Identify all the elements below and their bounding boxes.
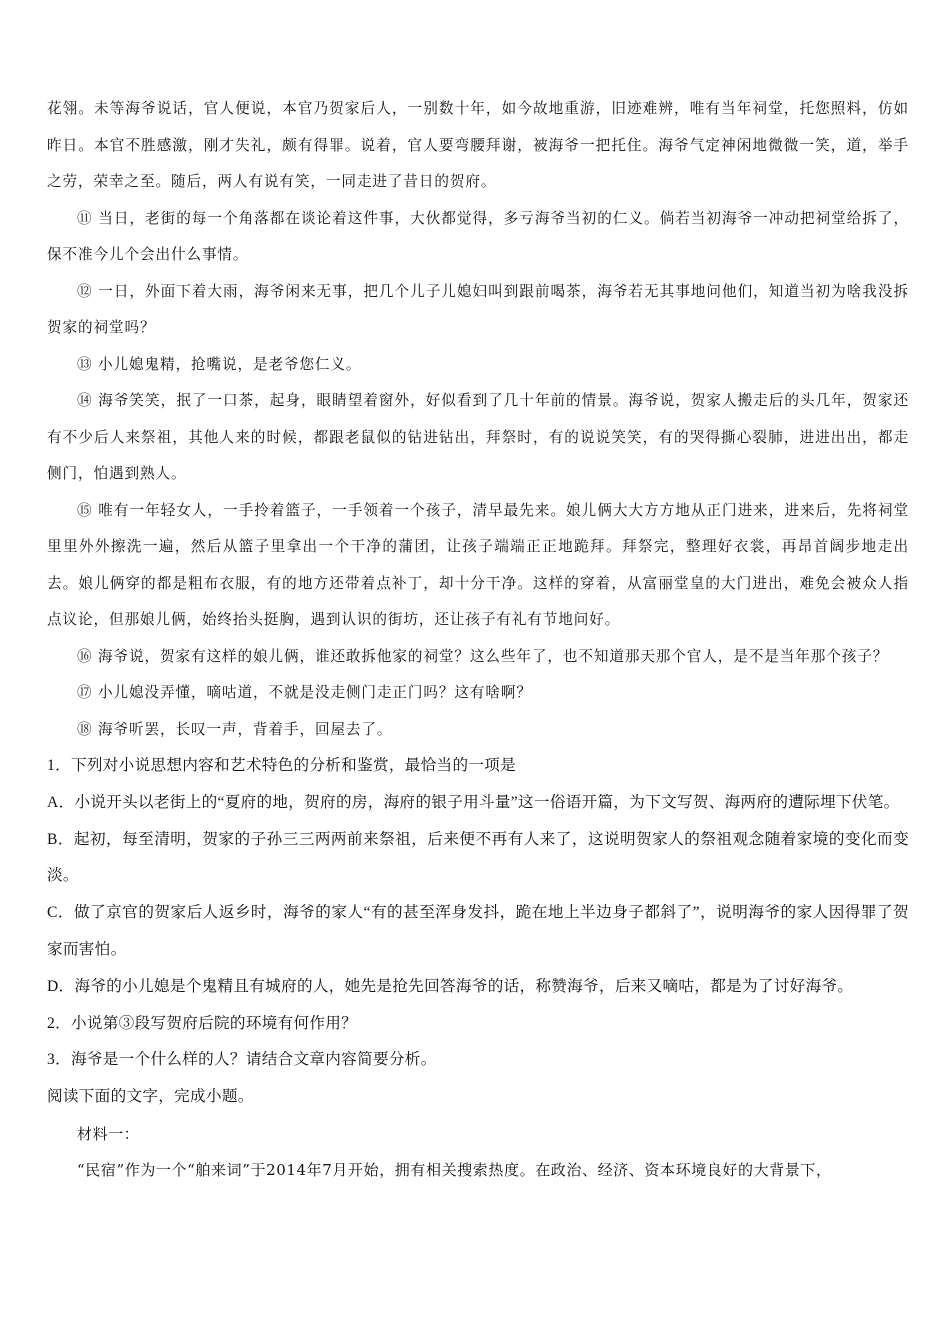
story-paragraph-16: ⑯ 海爷说，贺家有这样的娘儿俩，谁还敢拆他家的祠堂？这么些年了，也不知道那天那个官人，是不是当年那个孩子？ (77, 647, 889, 665)
question-1: 1．下列对小说思想内容和艺术特色的分析和鉴赏，最恰当的一项是 (47, 757, 517, 774)
story-paragraph-14: ⑭ 海爷笑笑，抿了一口茶，起身，眼睛望着窗外，好似看到了几十年前的情景。海爷说，贺家人搬走后的头几年，贺家还有不少后人来祭祖，其他人来的时候，都跟老鼠似的钻进钻出，拜祭时，有的说说笑笑，有的哭得撕心裂肺，进进出出，都走侧门，怕遇到熟人。 (47, 392, 909, 482)
question-2: 2．小说第③段写贺府后院的环境有何作用？ (47, 1014, 358, 1032)
story-paragraph-11: ⑪ 当日，老街的每一个角落都在谈论着这件事，大伙都觉得，多亏海爷当初的仁义。倘若当初海爷一冲动把祠堂给拆了，保不准今儿个会出什么事情。 (47, 209, 909, 263)
question-1-option-a: A．小说开头以老街上的“夏府的地，贺府的房，海府的银子用斗量”这一俗语开篇，为下文写贺、海两府的遭际埋下伏笔。 (47, 793, 900, 811)
reading-instruction: 阅读下面的文字，完成小题。 (47, 1088, 254, 1106)
question-3: 3．海爷是一个什么样的人？请结合文章内容简要分析。 (47, 1051, 437, 1069)
question-1-option-b: B．起初，每至清明，贺家的子孙三三两两前来祭祖，后来便不再有人来了，这说明贺家人的祭祖观念随着家境的变化而变淡。 (47, 830, 909, 885)
story-paragraph-18: ⑱ 海爷听罢，长叹一声，背着手，回屋去了。 (77, 720, 393, 738)
material-text: “民宿”作为一个“舶来词”于2014年7月开始，拥有相关搜索热度。在政治、经济、资本环境良好的大背景下， (77, 1160, 832, 1179)
story-paragraph-10-continued: 花翎。未等海爷说话，官人便说，本官乃贺家后人，一别数十年，如今故地重游，旧迹难辨，唯有当年祠堂，托您照料，仿如昨日。本官不胜感激，刚才失礼，颇有得罪。说着，官人要弯腰拜谢，被海爷一把托住。海爷气定神闲地微微一笑，道，举手之劳，荣幸之至。随后，两人有说有笑，一同走进了昔日的贺府。 (47, 100, 909, 190)
document-page (47, 91, 909, 1188)
story-paragraph-17: ⑰ 小儿媳没弄懂，嘀咕道，不就是没走侧门走正门吗？这有啥啊？ (77, 684, 532, 701)
questions-section (47, 748, 909, 1116)
story-section (47, 91, 909, 748)
question-1-option-d: D．海爷的小儿媳是个鬼精且有城府的人，她先是抢先回答海爷的话，称赞海爷，后来又嘀咕，都是为了讨好海爷。 (47, 977, 854, 995)
question-1-option-c: C．做了京官的贺家后人返乡时，海爷的家人“有的甚至浑身发抖，跪在地上半边身子都斜了”，说明海爷的家人因得罪了贺家而害怕。 (47, 904, 909, 958)
story-paragraph-15: ⑮ 唯有一年轻女人，一手拎着篮子，一手领着一个孩子，清早最先来。娘儿俩大大方方地从正门进来，进来后，先将祠堂里里外外擦洗一遍，然后从篮子里拿出一个干净的蒲团，让孩子端端正正地跪拜。拜祭完，整理好衣裳，再昂首阔步地走出去。娘儿俩穿的都是粗布衣服，有的地方还带着点补丁，却十分干净。这样的穿着，从富丽堂皇的大门进出，难免会被众人指点议论，但那娘儿俩，始终抬头挺胸，遇到认识的街坊，还让孩子有礼有节地问好。 (47, 501, 909, 628)
story-paragraph-12: ⑫ 一日，外面下着大雨，海爷闲来无事，把几个儿子儿媳妇叫到跟前喝茶，海爷若无其事地问他们，知道当初为啥我没拆贺家的祠堂吗？ (47, 282, 909, 336)
material-section (47, 1116, 909, 1188)
material-label: 材料一： (77, 1124, 140, 1143)
story-paragraph-13: ⑬ 小儿媳鬼精，抢嘴说，是老爷您仁义。 (77, 355, 362, 373)
